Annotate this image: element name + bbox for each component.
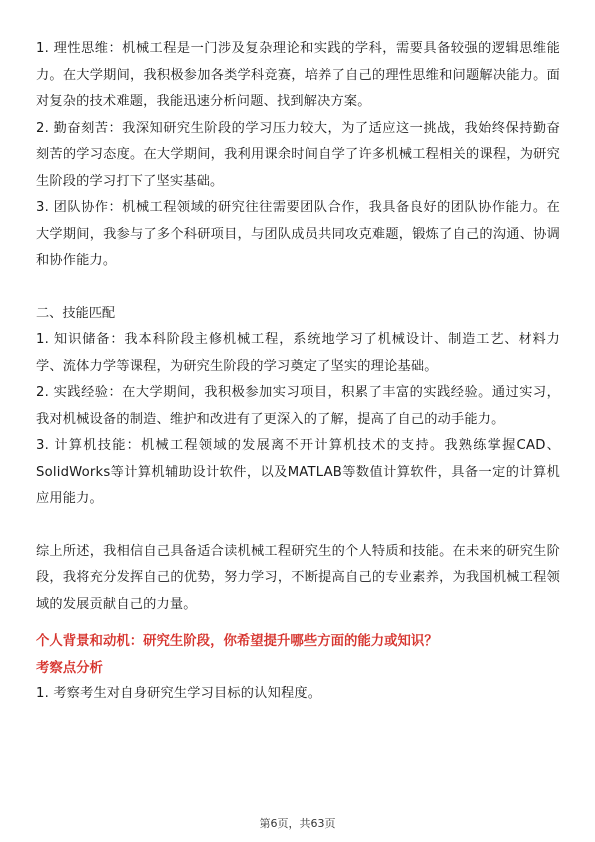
conclusion-paragraph: 综上所述，我相信自己具备适合读机械工程研究生的个人特质和技能。在未来的研究生阶段，我将充分发挥自己的优势，努力学习，不断提高自己的专业素养，为我国机械工程领域的发展贡献自己的力量。 [36, 543, 560, 612]
section-heading-skills: 二、技能匹配 [36, 305, 116, 321]
section-spacer [36, 275, 560, 301]
trait-item-diligence: 2. 勤奋刻苦：我深知研究生阶段的学习压力较大，为了适应这一挑战，我始终保持勤奋刻苦的学习态度。在大学期间，我利用课余时间自学了许多机械工程相关的课程，为研究生阶段的学习打下了坚实基础。 [36, 120, 560, 189]
analysis-heading: 考察点分析 [36, 661, 103, 676]
section-spacer [36, 513, 560, 539]
skill-item-knowledge: 1. 知识储备：我本科阶段主修机械工程，系统地学习了机械设计、制造工艺、材料力学、流体力学等课程，为研究生阶段的学习奠定了坚实的理论基础。 [36, 332, 560, 374]
trait-item-teamwork: 3. 团队协作：机械工程领域的研究往往需要团队合作，我具备良好的团队协作能力。在大学期间，我参与了多个科研项目，与团队成员共同攻克难题，锻炼了自己的沟通、协调和协作能力。 [36, 200, 560, 268]
skill-item-computer: 3. 计算机技能：机械工程领域的发展离不开计算机技术的支持。我熟练掌握CAD、SolidWorks等计算机辅助设计软件，以及MATLAB等数值计算软件，具备一定的计算机应用能力。 [36, 438, 560, 506]
page-number-footer: 第6页，共63页 [259, 817, 336, 830]
skill-item-practice: 2. 实践经验：在大学期间，我积极参加实习项目，积累了丰富的实践经验。通过实习，我对机械设备的制造、维护和改进有了更深入的了解，提高了自己的动手能力。 [36, 385, 560, 427]
trait-item-logical-thinking: 1. 理性思维：机械工程是一门涉及复杂理论和实践的学科，需要具备较强的逻辑思维能力。在大学期间，我积极参加各类学科竞赛，培养了自己的理性思维和问题解决能力。面对复杂的技术难题，我能迅速分析问题、找到解决方案。 [36, 41, 560, 109]
document-page [36, 36, 560, 708]
interview-question: 个人背景和动机：研究生阶段，你希望提升哪些方面的能力或知识？ [36, 634, 438, 649]
analysis-item: 1. 考察考生对自身研究生学习目标的认知程度。 [36, 686, 322, 701]
